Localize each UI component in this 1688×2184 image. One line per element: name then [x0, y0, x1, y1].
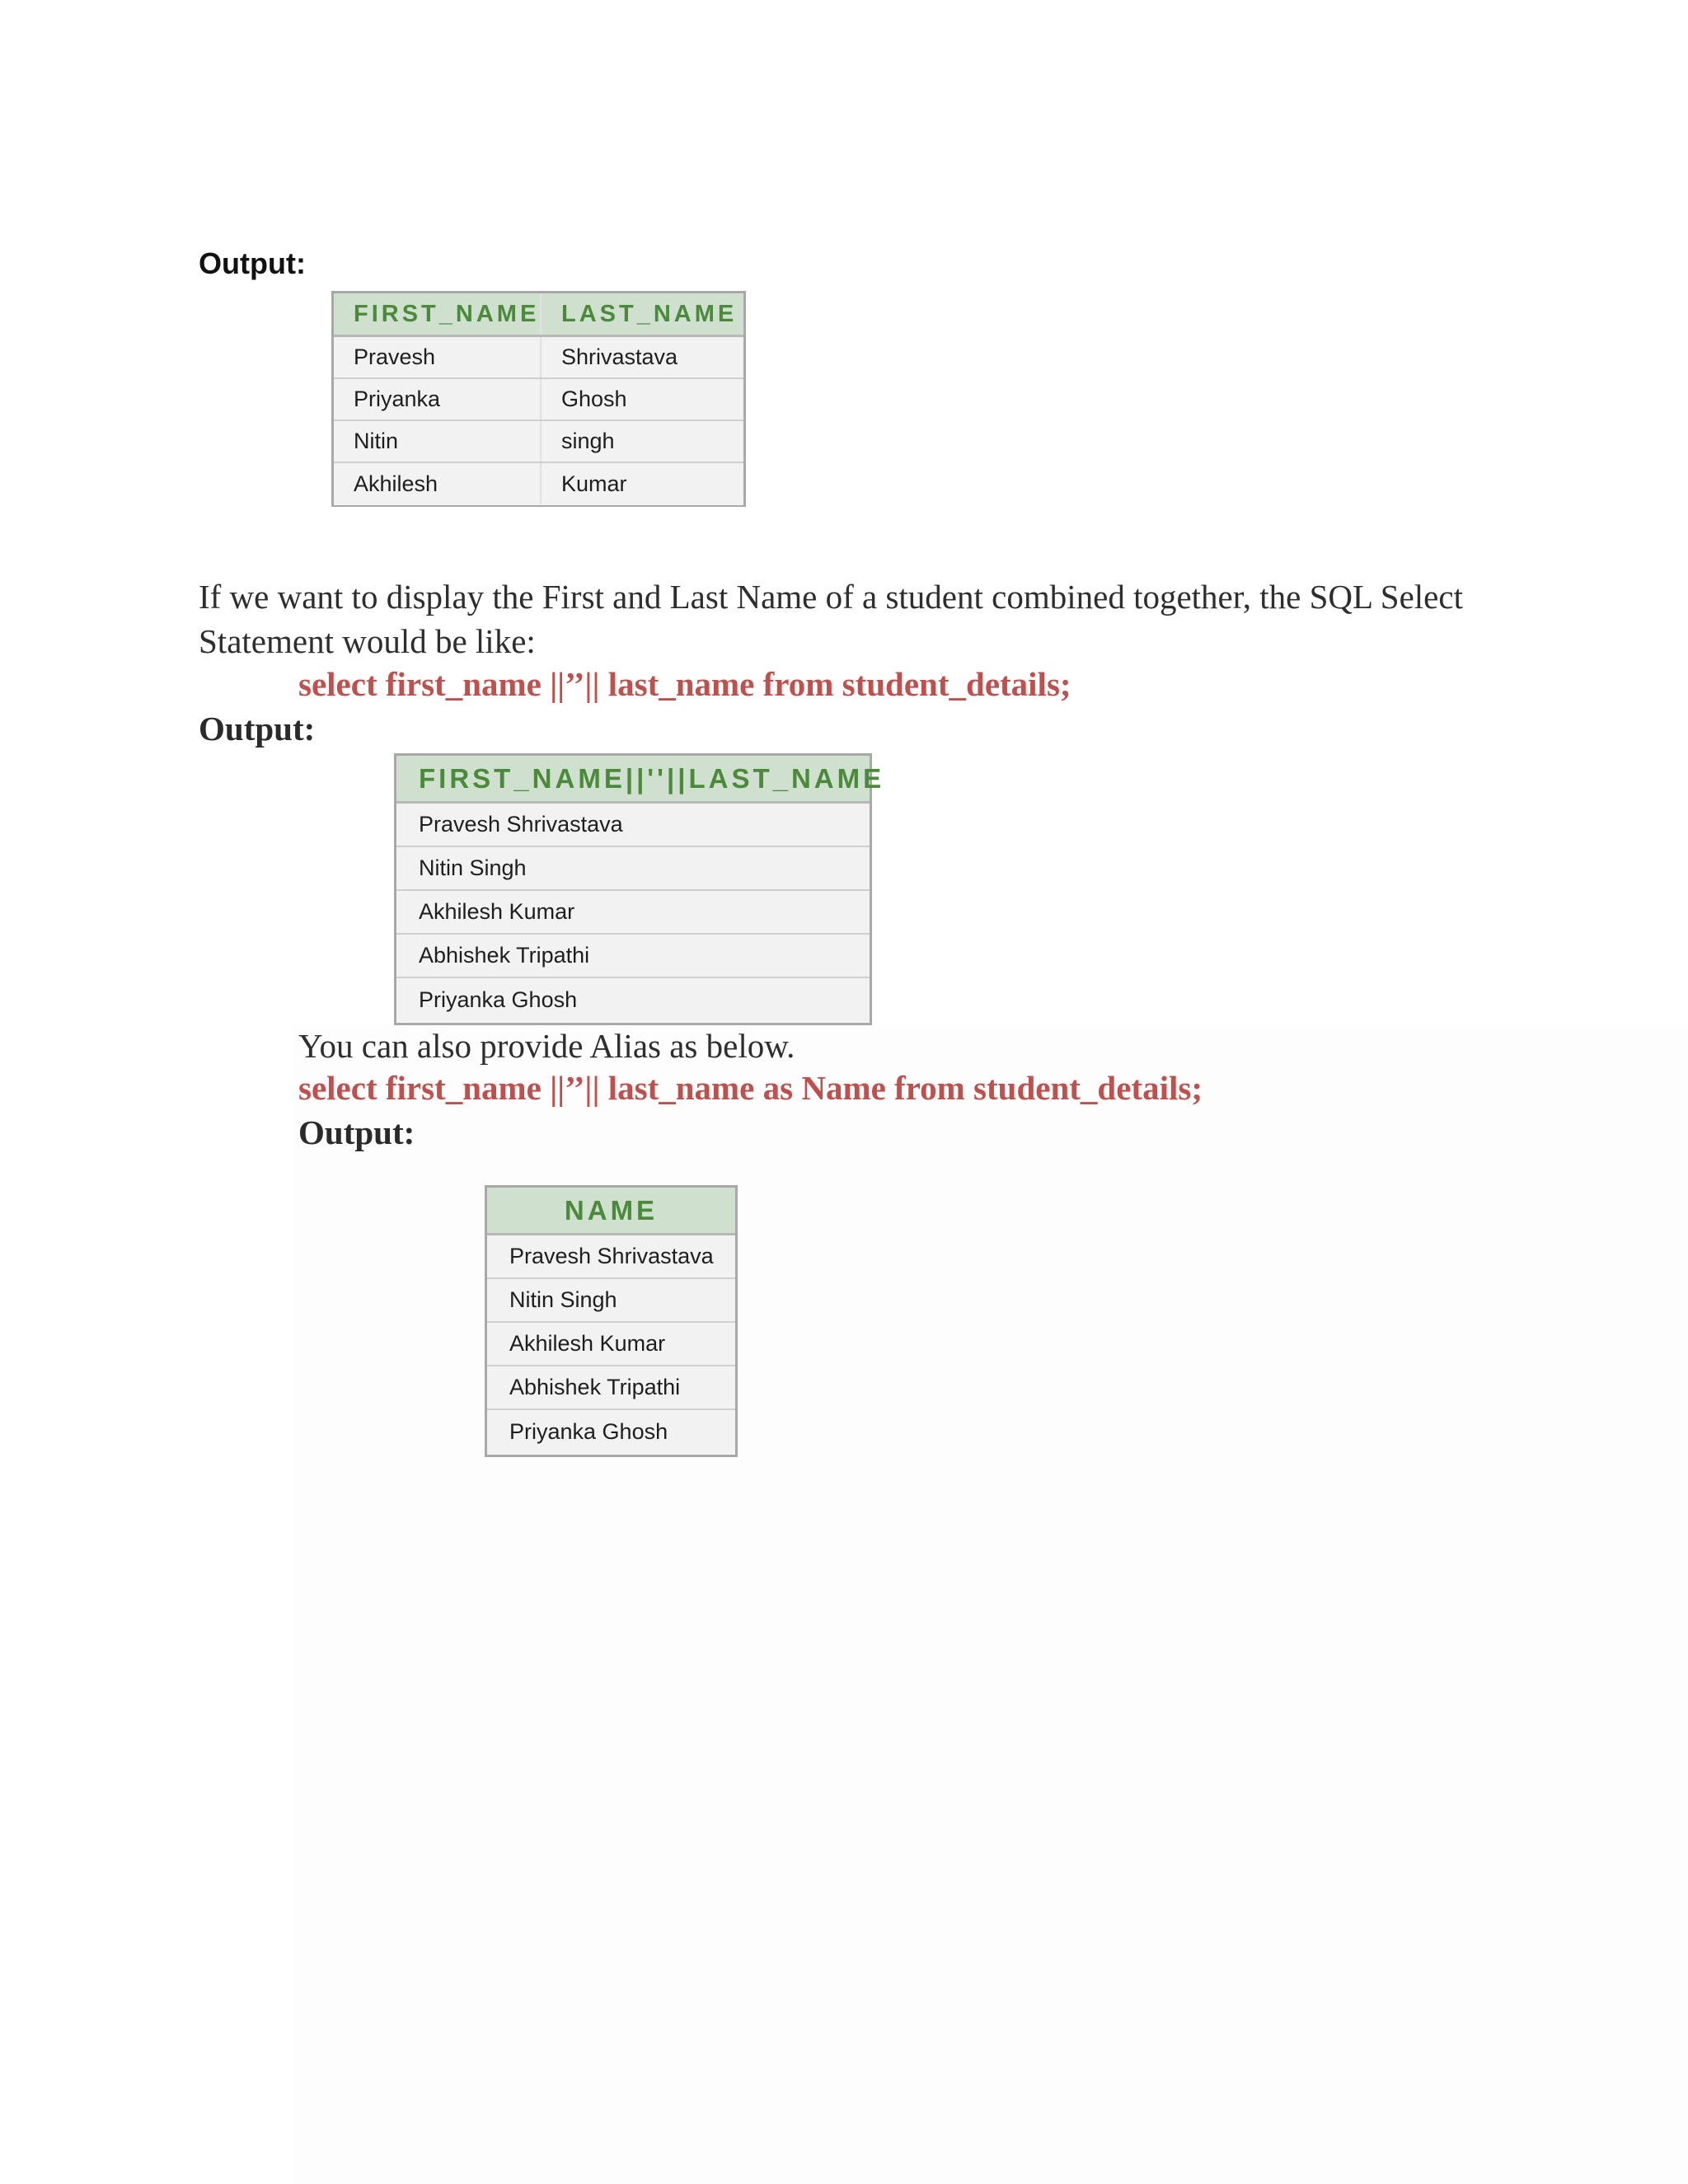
output-heading-2: Output:	[199, 710, 316, 748]
table-row	[487, 1279, 735, 1323]
table-header-row	[487, 1188, 735, 1235]
cell-full-name: Pravesh Shrivastava	[419, 812, 623, 837]
column-header-name: NAME	[564, 1194, 659, 1226]
result-table-first-last	[331, 291, 746, 507]
table-header-row	[396, 756, 885, 804]
result-table-alias	[485, 1185, 738, 1457]
cell-first-name: Akhilesh	[334, 463, 542, 505]
cell-name: Abhishek Tripathi	[509, 1375, 681, 1399]
alias-explanation: You can also provide Alias as below.	[298, 1027, 795, 1065]
table-row	[396, 804, 870, 847]
cell-last-name: Shrivastava	[561, 344, 678, 369]
result-table-concatenated	[394, 753, 885, 1025]
output-heading-1: Output:	[199, 246, 306, 280]
table-row	[396, 847, 870, 891]
cell-name: Nitin Singh	[509, 1287, 617, 1312]
cell-last-name: singh	[561, 429, 615, 453]
cell-full-name: Akhilesh Kumar	[419, 899, 575, 924]
column-header-first-name: FIRST_NAME	[334, 293, 542, 335]
sql-statement-concat: select first_name ||’’|| last_name from student_details;	[298, 665, 1071, 703]
cell-full-name: Priyanka Ghosh	[419, 987, 578, 1012]
table-row	[334, 463, 743, 505]
cell-name: Akhilesh Kumar	[509, 1331, 666, 1356]
table-row	[334, 337, 743, 379]
intro-paragraph-line-2: Statement would be like:	[199, 622, 536, 660]
cell-last-name: Ghosh	[561, 387, 627, 411]
table-header-row	[334, 293, 743, 337]
column-header-last-name: LAST_NAME	[561, 300, 738, 327]
intro-paragraph-line-1: If we want to display the First and Last Name of a student combined together, the SQL Select	[199, 578, 1463, 616]
cell-full-name: Abhishek Tripathi	[419, 943, 590, 968]
cell-first-name: Nitin	[334, 421, 542, 462]
table-row	[487, 1235, 735, 1279]
table-row	[396, 935, 870, 978]
table-row	[334, 379, 743, 421]
table-row	[487, 1323, 735, 1366]
column-header-concat: FIRST_NAME||''||LAST_NAME	[419, 762, 885, 794]
output-heading-3: Output:	[298, 1113, 415, 1151]
cell-full-name: Nitin Singh	[419, 855, 527, 880]
table-row	[334, 421, 743, 463]
cell-name: Priyanka Ghosh	[509, 1419, 668, 1444]
cell-name: Pravesh Shrivastava	[509, 1244, 714, 1268]
sql-statement-alias: select first_name ||’’|| last_name as Name from student_details;	[298, 1069, 1203, 1107]
cell-first-name: Priyanka	[334, 379, 542, 419]
table-row	[396, 978, 870, 1022]
table-row	[487, 1366, 735, 1410]
table-row	[487, 1410, 735, 1454]
cell-last-name: Kumar	[561, 471, 627, 496]
cell-first-name: Pravesh	[334, 337, 542, 377]
table-row	[396, 891, 870, 935]
